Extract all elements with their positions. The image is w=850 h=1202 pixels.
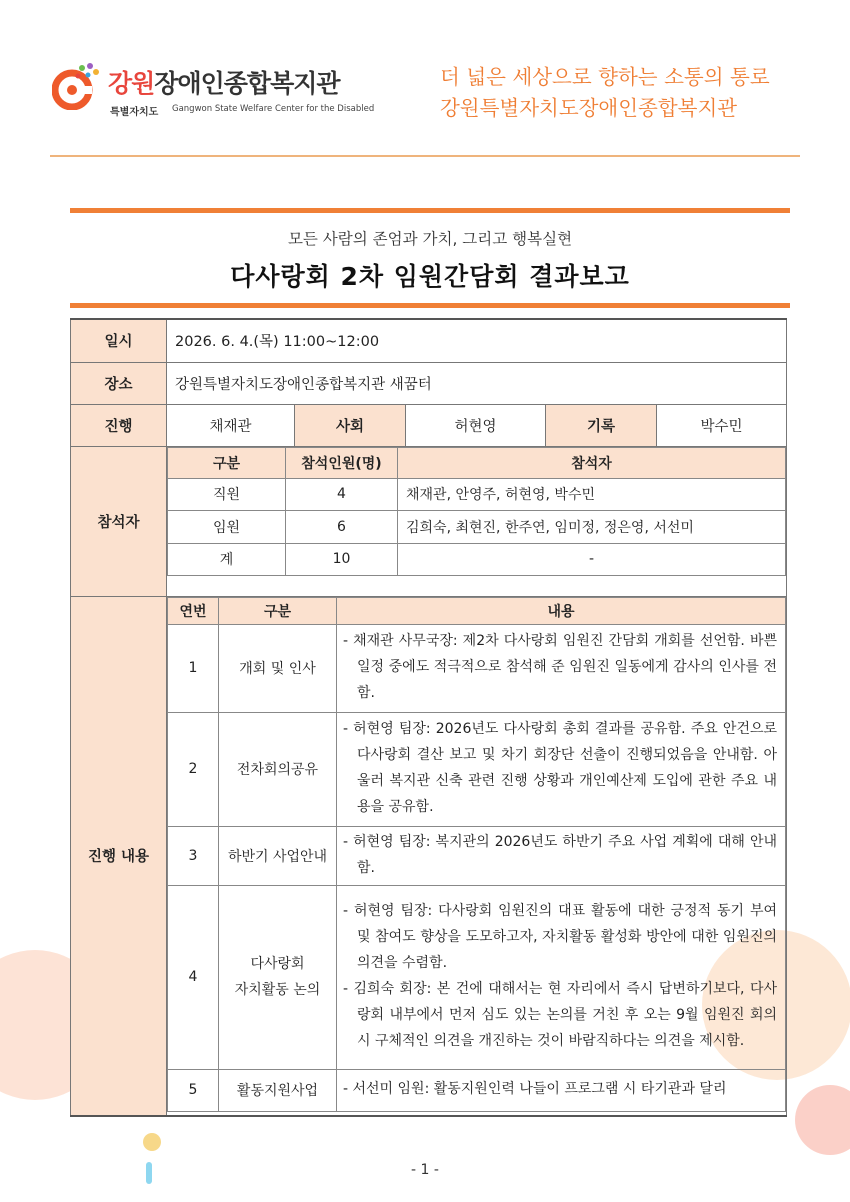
proceedings-label: 진행 내용: [71, 596, 167, 1116]
report-subtitle: 모든 사람의 존엄과 가치, 그리고 행복실현: [287, 230, 573, 248]
slogan-line-2: 강원특별자치도장애인종합복지관: [440, 96, 738, 120]
proceedings-cell: [167, 596, 787, 1116]
report-info-table: [70, 318, 787, 1117]
date-label: 일시: [71, 319, 167, 362]
progress-value: 채재관: [167, 404, 295, 446]
attendees-header-count: 참석인원(명): [286, 447, 398, 478]
place-value: 강원특별자치도장애인종합복지관 새꿈터: [167, 362, 787, 404]
logo-subtitle-english: Gangwon State Welfare Center for the Disabled: [172, 104, 375, 114]
report-title-block: [70, 208, 790, 308]
table-row: 임원 6 김희숙, 최현진, 한주연, 임미정, 정은영, 서선미: [168, 510, 786, 543]
table-row: 3 하반기 사업안내 - 허현영 팀장: 복지관의 2026년도 하반기 주요 사업 계획에 대해 안내함.: [168, 826, 786, 885]
page-number: - 1 -: [411, 1162, 439, 1178]
place-label: 장소: [71, 362, 167, 404]
proceedings-header-content: 내용: [337, 597, 786, 624]
slogan-line-1: 더 넓은 세상으로 향하는 소통의 통로: [440, 65, 770, 89]
host-label: 사회: [295, 404, 406, 446]
attendees-table: [167, 447, 786, 576]
page-header: [0, 0, 850, 160]
host-value: 허현영: [406, 404, 546, 446]
table-row: 계 10 -: [168, 543, 786, 575]
progress-label: 진행: [71, 404, 167, 446]
attendees-cell: [167, 446, 787, 596]
record-label: 기록: [546, 404, 657, 446]
attendees-header-category: 구분: [168, 447, 286, 478]
proceedings-table: [167, 597, 786, 1112]
table-row: 직원 4 채재관, 안영주, 허현영, 박수민: [168, 478, 786, 510]
table-row: 2 전차회의공유 - 허현영 팀장: 2026년도 다사랑회 총회 결과를 공유함. 주요 안건으로 다사랑회 결산 보고 및 차기 회장단 선출이 진행되었음을 안내함. 아울러 복지관 신축 관련 진행 상황과 개인예산제 도입에 관한 주요 내용을 공유함.: [168, 712, 786, 826]
record-value: 박수민: [657, 404, 787, 446]
logo-title: 강원장애인종합복지관: [108, 69, 340, 98]
date-value: 2026. 6. 4.(목) 11:00~12:00: [167, 319, 787, 362]
decorative-circle-yellow: [143, 1133, 161, 1151]
attendees-label: 참석자: [71, 446, 167, 596]
report-title: 다사랑회 2차 임원간담회 결과보고: [230, 262, 630, 291]
decorative-circle-right-small: [795, 1085, 850, 1155]
table-row: 1 개회 및 인사 - 채재관 사무국장: 제2차 다사랑회 임원진 간담회 개회를 선언함. 바쁜 일정 중에도 적극적으로 참석해 준 임원진 일동에게 감사의 인사를 전함.: [168, 624, 786, 712]
attendees-header-names: 참석자: [398, 447, 786, 478]
welfare-center-logo-icon: [52, 62, 100, 110]
proceedings-header-category: 구분: [219, 597, 337, 624]
table-row: 5 활동지원사업 - 서선미 임원: 활동지원인력 나들이 프로그램 시 타기관과 달리: [168, 1069, 786, 1111]
table-row: 4 다사랑회 자치활동 논의 - 허현영 팀장: 다사랑회 임원진의 대표 활동에 대한 긍정적 동기 부여 및 참여도 향상을 도모하고자, 자치활동 활성화 방안에 대한 임원진의 의견을 수렴함. - 김희숙 회장: 본 건에 대해서는 현 자리에서 즉시 답변하기보다, 다사랑회 내부에서 먼저 심도 있는 논의를 거친 후 오는 9월 임원진 회의 시 구체적인 의견을 개진하는 것이 바람직하다는 의견을 제시함.: [168, 885, 786, 1069]
logo-subtitle-korean: 특별자치도: [110, 107, 159, 118]
header-slogan: [440, 62, 770, 124]
proceedings-header-no: 연번: [168, 597, 219, 624]
header-divider: [50, 155, 800, 157]
